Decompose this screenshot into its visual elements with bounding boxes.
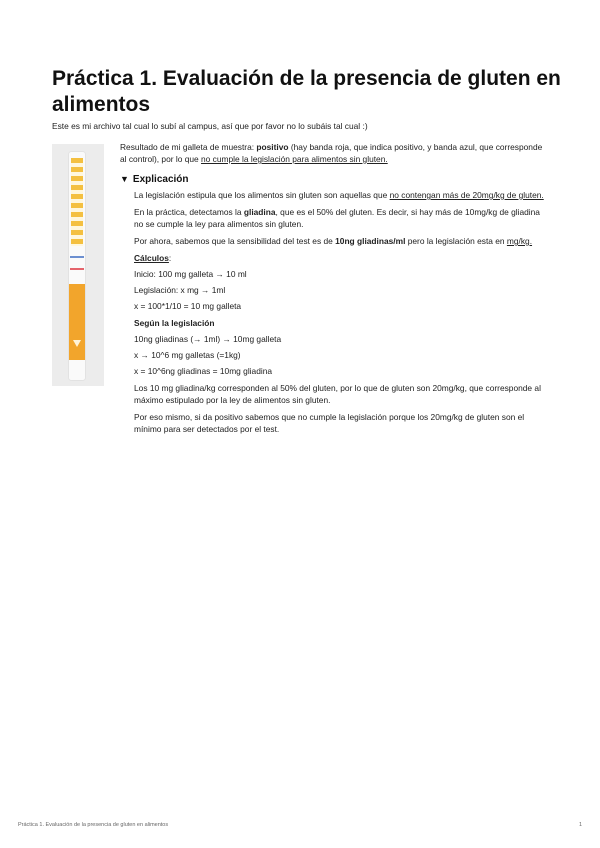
page-number: 1	[578, 822, 582, 828]
test-strip	[69, 152, 85, 380]
explanation-toggle-label: Explicación	[132, 174, 189, 185]
test-strip-photo	[52, 144, 104, 386]
legislation-heading: Según la legislación	[134, 318, 215, 328]
result-conclusion: no cumple la legislación para alimentos sin gluten.	[201, 154, 388, 164]
legislation-line-1: 10ng gliadinas (→ 1ml) → 10mg galleta	[134, 334, 282, 344]
dip-arrow-icon	[73, 340, 81, 347]
page-title: Práctica 1. Evaluación de la presencia de gluten en alimentos	[52, 67, 561, 117]
explanation-details	[134, 189, 550, 435]
strip-pattern	[71, 158, 83, 246]
legislation-paragraph: La legislación estipula que los alimentos sin gluten son aquellas que no contengan más de 20mg/kg de gluten.	[134, 190, 544, 200]
sample-pad	[69, 284, 85, 360]
main-content	[120, 141, 550, 440]
footer-title: Práctica 1. Evaluación de la presencia de gluten en alimentos	[18, 822, 169, 828]
calc-line-1: Inicio: 100 mg galleta → 10 ml	[134, 269, 247, 279]
explanation-toggle[interactable]	[120, 173, 550, 186]
intro-text: Este es mi archivo tal cual lo subí al campus, así que por favor no lo subáis tal cual :)	[52, 121, 368, 131]
conclusion-paragraph-2: Por eso mismo, si da positivo sabemos que no cumple la legislación porque los 20mg/kg de gluten son el mínimo para ser detectados por el test.	[134, 412, 525, 434]
sensitivity-paragraph: Por ahora, sabemos que la sensibilidad del test es de 10ng gliadinas/ml pero la legislación esta en mg/kg.	[134, 236, 533, 246]
calc-line-3: x = 100*1/10 = 10 mg galleta	[134, 301, 242, 311]
disclosure-triangle-icon: ▼	[120, 174, 129, 184]
calculations-heading: Cálculos:	[134, 253, 172, 263]
gliadin-paragraph: En la práctica, detectamos la gliadina, que es el 50% del gluten. Es decir, si hay más de 10mg/kg de gliadina no se cumple la ley para alimentos sin gluten.	[134, 207, 540, 229]
legislation-line-2: x → 10^6 mg galletas (=1kg)	[134, 350, 241, 360]
conclusion-paragraph-1: Los 10 mg gliadina/kg corresponden al 50% del gluten, por lo que de gluten son 20mg/kg, que corresponde al máximo estipulado por la ley de alimentos sin gluten.	[134, 383, 541, 405]
test-band-red	[70, 268, 84, 270]
result-value: positivo	[256, 142, 289, 152]
legislation-line-3: x = 10^6ng gliadinas = 10mg gliadina	[134, 366, 273, 376]
calc-line-2: Legislación: x mg → 1ml	[134, 285, 226, 295]
control-band-blue	[70, 256, 84, 258]
result-paragraph: Resultado de mi galleta de muestra: positivo (hay banda roja, que indica positivo, y banda azul, que corresponde al control), por lo que no cumple la legislación para alimentos sin gluten.	[120, 142, 543, 164]
